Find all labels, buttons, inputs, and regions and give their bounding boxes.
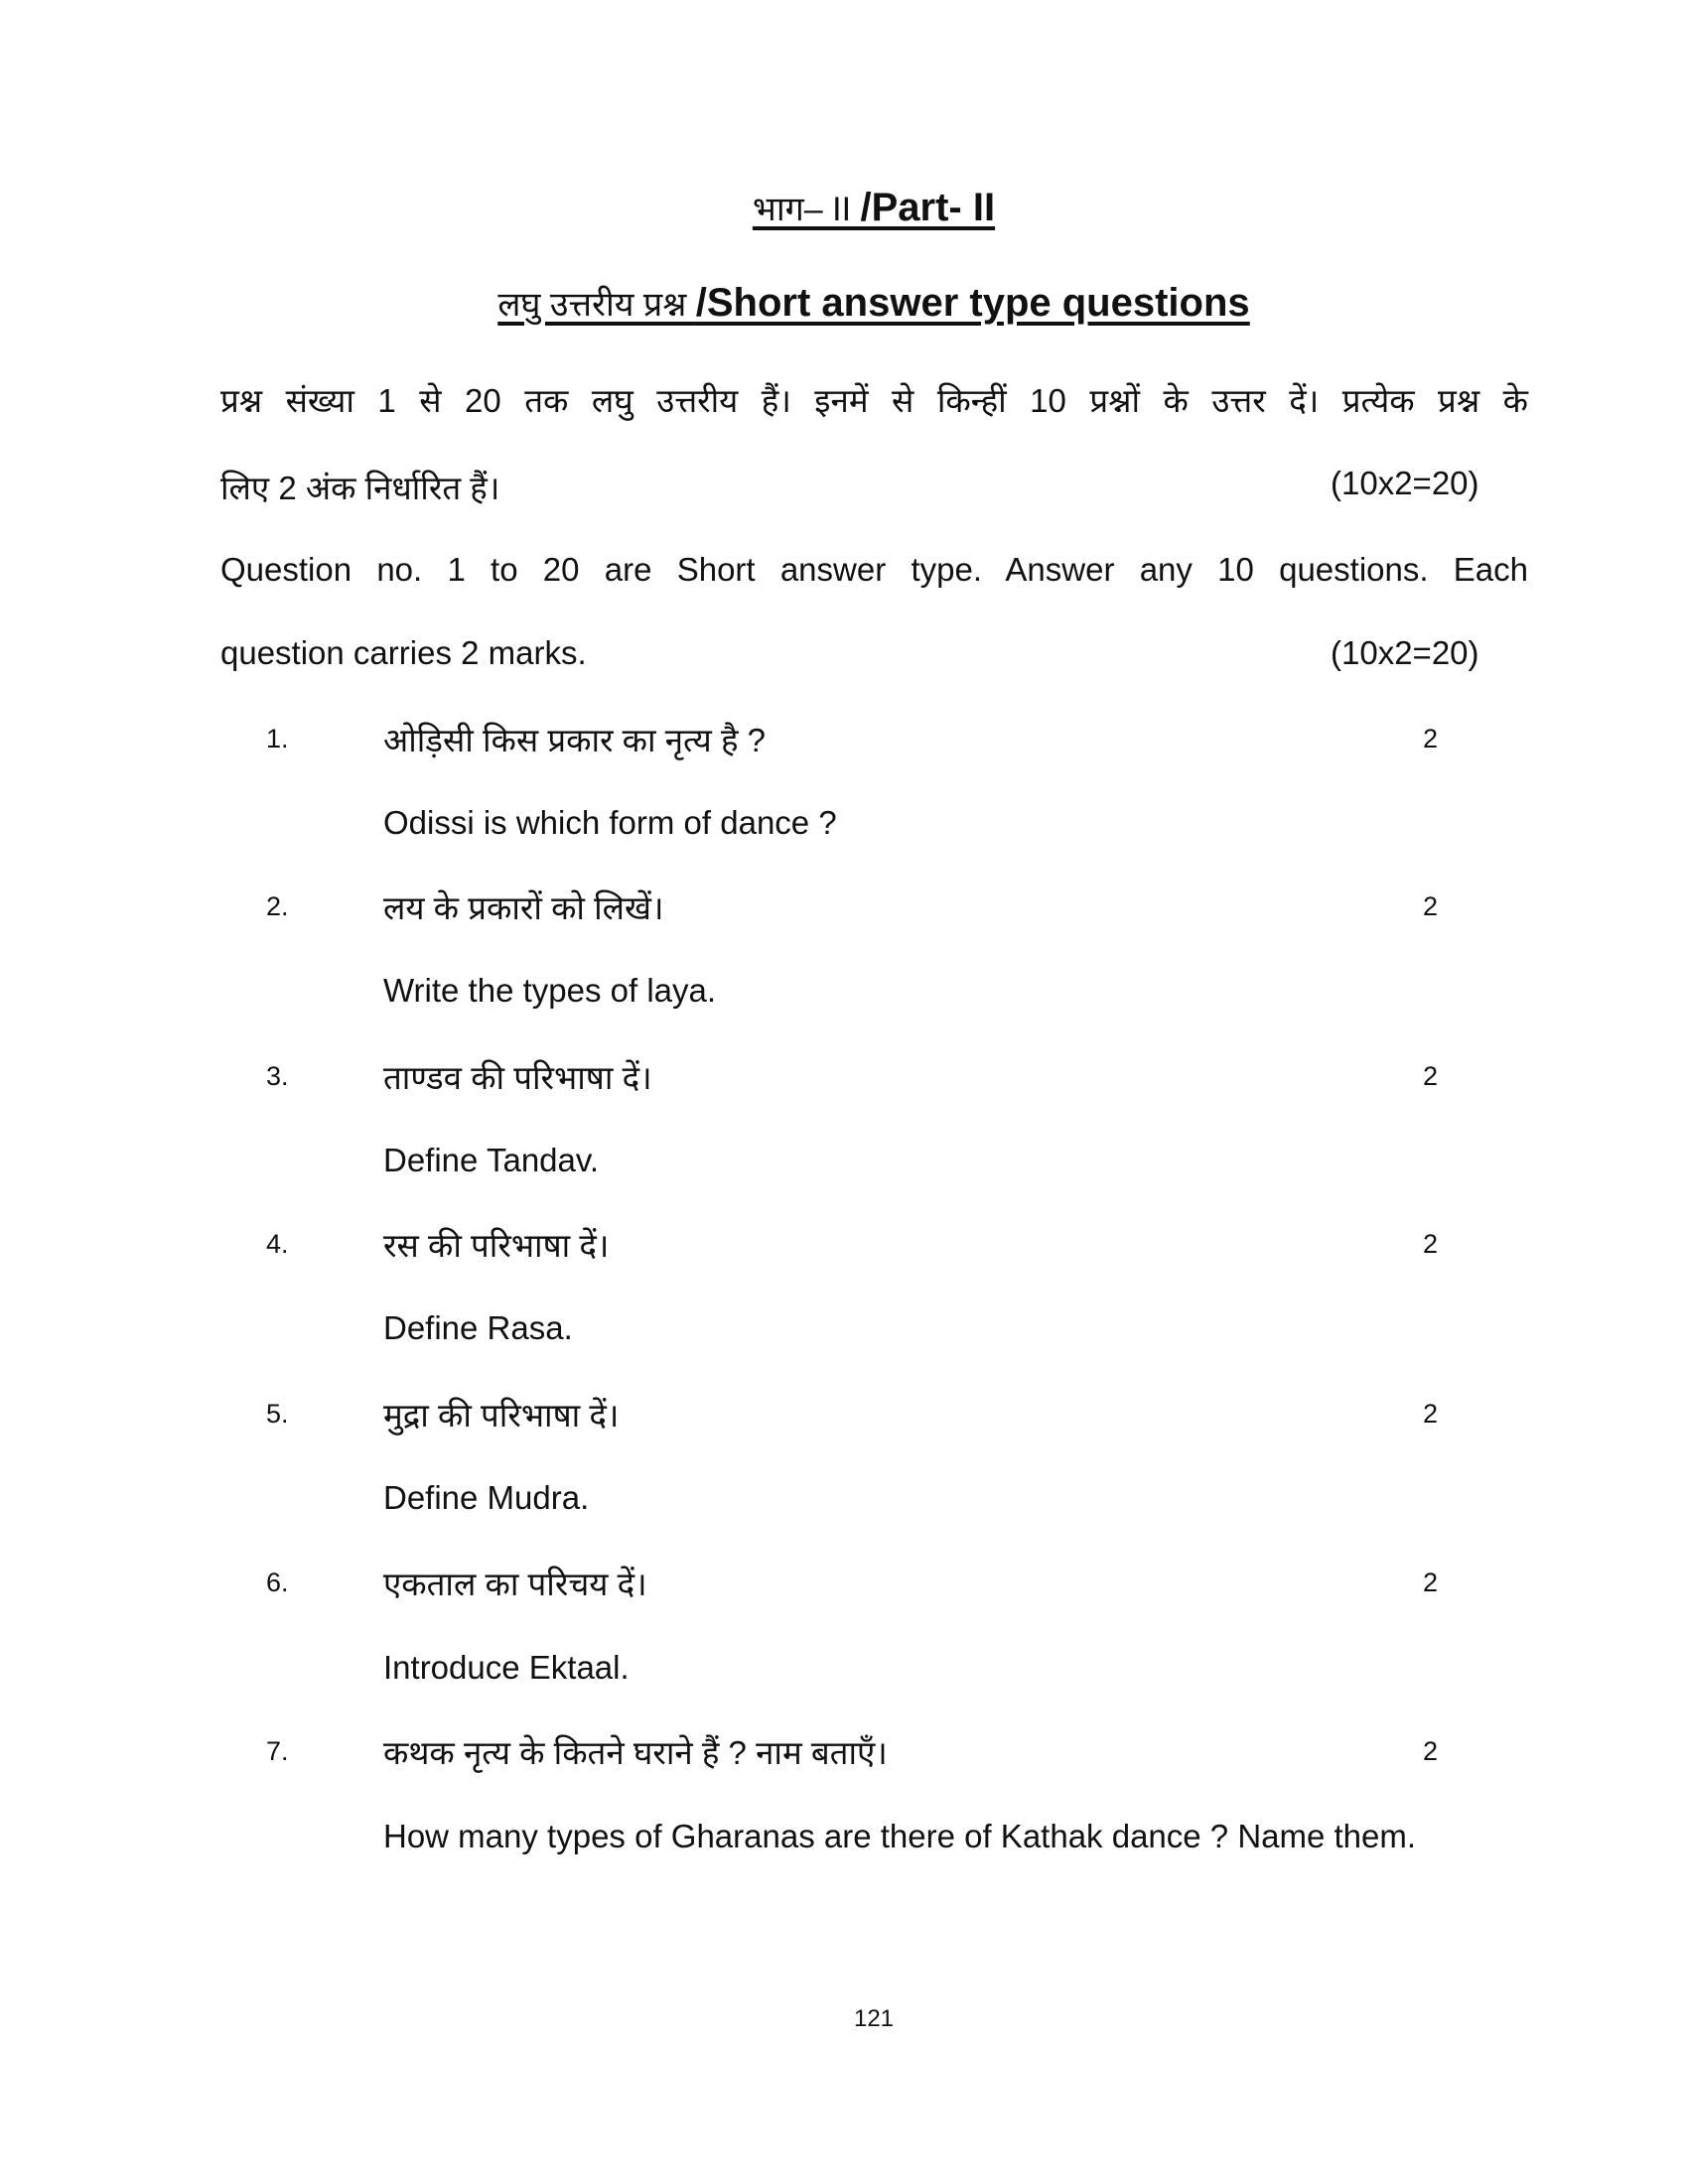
- part-heading-hindi: भाग– II: [752, 191, 861, 228]
- question-english: Define Mudra.: [383, 1479, 590, 1516]
- instructions-hindi-line2: लिए 2 अंक निर्धारित हैं।: [220, 470, 500, 506]
- question-marks: 2: [1423, 1568, 1439, 1597]
- section-heading-hindi: लघु उत्तरीय प्रश्न: [497, 286, 696, 324]
- instructions-english-marks: (10x2=20): [1331, 634, 1479, 671]
- question-hindi: रस की परिभाषा दें।: [383, 1227, 610, 1264]
- question-marks: 2: [1423, 1736, 1439, 1766]
- question-number: 6.: [266, 1568, 289, 1597]
- question-marks: 2: [1423, 724, 1439, 753]
- instructions-english-line2: question carries 2 marks.: [220, 634, 587, 671]
- question-english: Odissi is which form of dance ?: [383, 804, 837, 841]
- section-heading-english: /Short answer type questions: [695, 281, 1250, 325]
- question-hindi: कथक नृत्य के कितने घराने हैं ? नाम बताएँ।: [383, 1734, 888, 1771]
- question-number: 4.: [266, 1229, 289, 1259]
- section-heading: [0, 280, 1688, 326]
- instructions-hindi-marks: (10x2=20): [1331, 465, 1479, 501]
- instructions-hindi-line1: प्रश्न संख्या 1 से 20 तक लघु उत्तरीय हैं। इनमें से किन्हीं 10 प्रश्नों के उत्तर दें। प्रत्येक प्रश्न के: [220, 382, 1528, 419]
- part-heading: [0, 185, 1688, 230]
- question-english: Define Rasa.: [383, 1309, 573, 1346]
- question-marks: 2: [1423, 1229, 1439, 1259]
- instructions-english-line1: Question no. 1 to 20 are Short answer type. Answer any 10 questions. Each: [220, 551, 1528, 588]
- question-english: How many types of Gharanas are there of Kathak dance ? Name them.: [383, 1818, 1417, 1854]
- question-number: 1.: [266, 724, 289, 753]
- question-hindi: लय के प्रकारों को लिखें।: [383, 889, 664, 926]
- question-marks: 2: [1423, 1399, 1439, 1429]
- question-hindi: ताण्डव की परिभाषा दें।: [383, 1059, 652, 1096]
- part-heading-english: /Part- II: [860, 186, 996, 229]
- question-hindi: ओड़िसी किस प्रकार का नृत्य है ?: [383, 722, 766, 758]
- question-number: 7.: [266, 1736, 289, 1766]
- question-number: 3.: [266, 1061, 289, 1091]
- page-number: 121: [853, 2005, 895, 2032]
- question-number: 2.: [266, 891, 289, 921]
- question-hindi: एकताल का परिचय दें।: [383, 1566, 647, 1602]
- question-english: Define Tandav.: [383, 1142, 600, 1178]
- question-english: Write the types of laya.: [383, 972, 717, 1009]
- question-hindi: मुद्रा की परिभाषा दें।: [383, 1397, 620, 1433]
- question-marks: 2: [1423, 1061, 1439, 1091]
- question-number: 5.: [266, 1399, 289, 1429]
- question-english: Introduce Ektaal.: [383, 1649, 630, 1686]
- question-marks: 2: [1423, 891, 1439, 921]
